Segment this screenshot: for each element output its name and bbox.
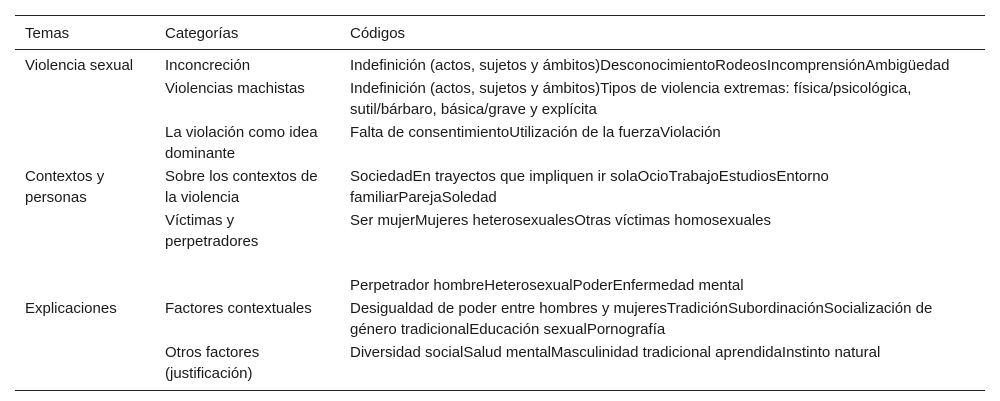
cell-tema — [15, 253, 155, 297]
cell-categoria: Inconcreción — [165, 57, 251, 74]
header-row — [15, 16, 985, 50]
cell-tema: Contextos y personas — [25, 168, 105, 206]
header-temas: Temas — [25, 25, 70, 42]
table-header — [15, 16, 985, 50]
table-row — [15, 50, 985, 78]
cell-categoria — [155, 253, 340, 297]
cell-tema — [15, 341, 155, 391]
codes-table-container — [15, 15, 985, 391]
cell-categoria: Víctimas y perpetradores — [165, 212, 259, 250]
cell-categoria: Otros factores (justificación) — [165, 344, 260, 382]
table-row — [15, 253, 985, 297]
cell-tema — [15, 77, 155, 121]
cell-tema — [15, 121, 155, 165]
cell-codigos: Perpetrador hombreHeterosexualPoderEnfermedad mental — [350, 277, 744, 294]
cell-tema: Violencia sexual — [25, 57, 134, 74]
table-row — [15, 121, 985, 165]
cell-tema: Explicaciones — [25, 300, 117, 317]
table-row — [15, 77, 985, 121]
header-categorias: Categorías — [165, 25, 239, 42]
cell-codigos: Indefinición (actos, sujetos y ámbitos)Tipos de violencia extremas: física/psicológica, sutil/bárbaro, básica/grave y explícita — [350, 80, 912, 118]
cell-categoria: Sobre los contextos de la violencia — [165, 168, 318, 206]
table-row — [15, 209, 985, 253]
table-row — [15, 341, 985, 391]
codes-table — [15, 15, 985, 391]
cell-categoria: Violencias machistas — [165, 80, 305, 97]
cell-codigos: Ser mujerMujeres heterosexualesOtras víctimas homosexuales — [350, 212, 772, 229]
cell-categoria: Factores contextuales — [165, 300, 312, 317]
cell-codigos: Falta de consentimientoUtilización de la fuerzaViolación — [350, 124, 721, 141]
cell-codigos: Desigualdad de poder entre hombres y mujeresTradiciónSubordinaciónSocialización de género tradicionalEducación sexualPornografía — [350, 300, 933, 338]
cell-codigos: SociedadEn trayectos que impliquen ir solaOcioTrabajoEstudiosEntorno familiarParejaSoledad — [350, 168, 829, 206]
table-row — [15, 165, 985, 209]
cell-codigos: Diversidad socialSalud mentalMasculinidad tradicional aprendidaInstinto natural — [350, 344, 881, 361]
table-body — [15, 50, 985, 391]
header-codigos: Códigos — [350, 25, 406, 42]
cell-categoria: La violación como idea dominante — [165, 124, 318, 162]
cell-codigos: Indefinición (actos, sujetos y ámbitos)DesconocimientoRodeosIncomprensiónAmbigüedad — [350, 57, 950, 74]
cell-tema — [15, 209, 155, 253]
table-row — [15, 297, 985, 341]
